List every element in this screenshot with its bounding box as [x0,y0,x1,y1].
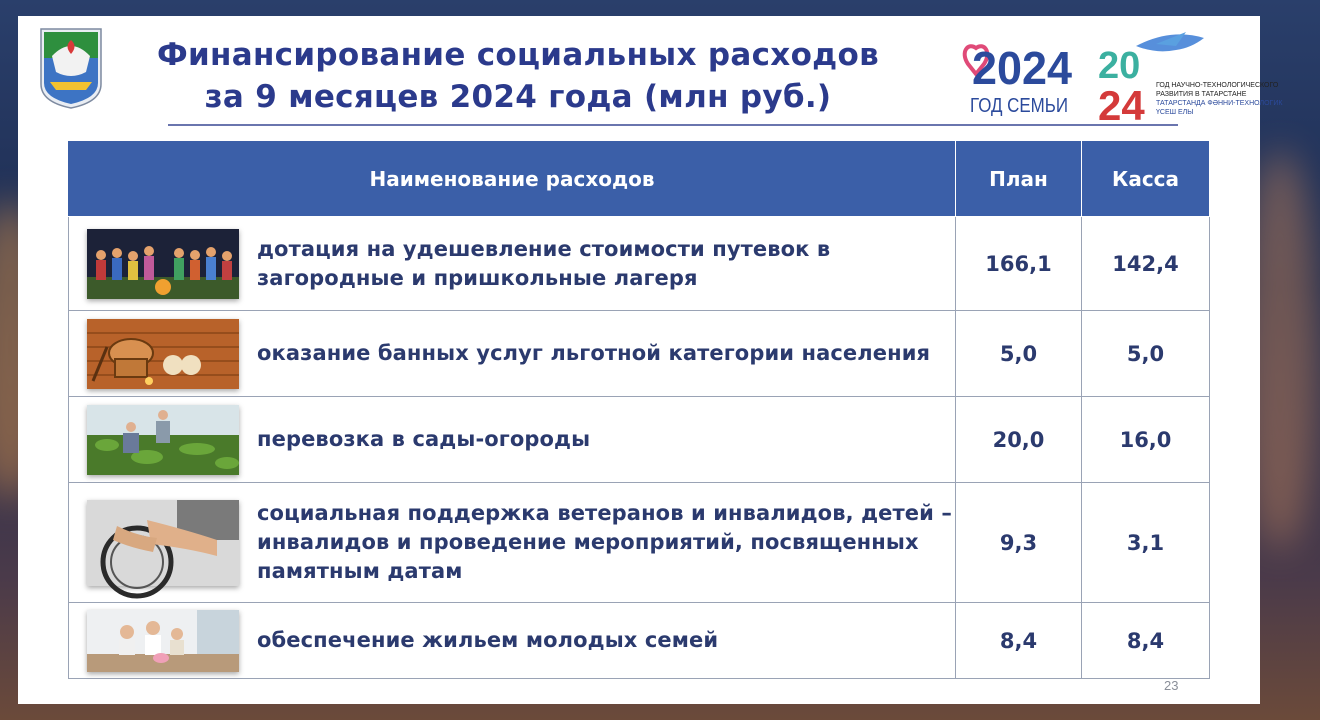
title-divider [168,124,1178,126]
table-header-row [69,141,1210,217]
page-number: 23 [1164,678,1179,693]
header-cash: Касса [1082,141,1210,217]
header-plan: План [956,141,1082,217]
science-logo-line-4: ҮСЕШ ЕЛЫ [1156,109,1194,116]
science-logo-line-2: РАЗВИТИЯ В ТАТАРСТАНЕ [1156,91,1247,98]
table-row [69,397,1210,483]
slide-title [118,34,918,118]
city-emblem-logo [38,26,104,110]
expenses-table [68,140,1210,679]
sauna-photo [87,319,239,389]
row-plan: 9,3 [956,483,1082,603]
row-name: социальная поддержка ветеранов и инвалидов, детей – инвалидов и проведение мероприятий, посвященных памятным датам [257,501,952,583]
row-name: перевозка в сады-огороды [257,427,591,451]
year-of-science-logo [1076,24,1283,129]
row-name-cell [69,217,956,311]
row-cash: 3,1 [1082,483,1210,603]
row-cash: 142,4 [1082,217,1210,311]
garden-photo [87,405,239,475]
row-cash: 16,0 [1082,397,1210,483]
table-row [69,311,1210,397]
wheelchair-photo [87,500,239,586]
science-logo-line-3: ТАТАРСТАНДА ФӘННИ-ТЕХНОЛОГИК [1156,100,1283,107]
family-logo-text: ГОД СЕМЬИ [970,95,1068,117]
row-cash: 5,0 [1082,311,1210,397]
row-plan: 166,1 [956,217,1082,311]
science-logo-bottom: 24 [1098,82,1145,129]
children-camp-photo [87,229,239,299]
row-name: дотация на удешевление стоимости путевок в загородные и пришкольные лагеря [257,236,831,290]
header-name: Наименование расходов [69,141,956,217]
row-name-cell [69,311,956,397]
row-plan: 5,0 [956,311,1082,397]
table-row [69,603,1210,679]
row-plan: 20,0 [956,397,1082,483]
title-line-1: Финансирование социальных расходов [156,37,880,73]
row-cash: 8,4 [1082,603,1210,679]
title-line-2: за 9 месяцев 2024 года (млн руб.) [204,79,832,115]
year-of-family-logo [954,34,1074,116]
science-logo-line-1: ГОД НАУЧНО-ТЕХНОЛОГИЧЕСКОГО [1156,82,1279,89]
row-name-cell [69,483,956,603]
row-plan: 8,4 [956,603,1082,679]
slide [18,16,1283,704]
row-name: оказание банных услуг льготной категории населения [257,341,931,365]
row-name-cell [69,603,956,679]
row-name: обеспечение жильем молодых семей [257,628,719,652]
table-row [69,483,1210,603]
science-logo-top: 20 [1098,45,1141,87]
family-logo-year: 2024 [972,42,1073,94]
family-photo [87,610,239,672]
row-name-cell [69,397,956,483]
table-row [69,217,1210,311]
